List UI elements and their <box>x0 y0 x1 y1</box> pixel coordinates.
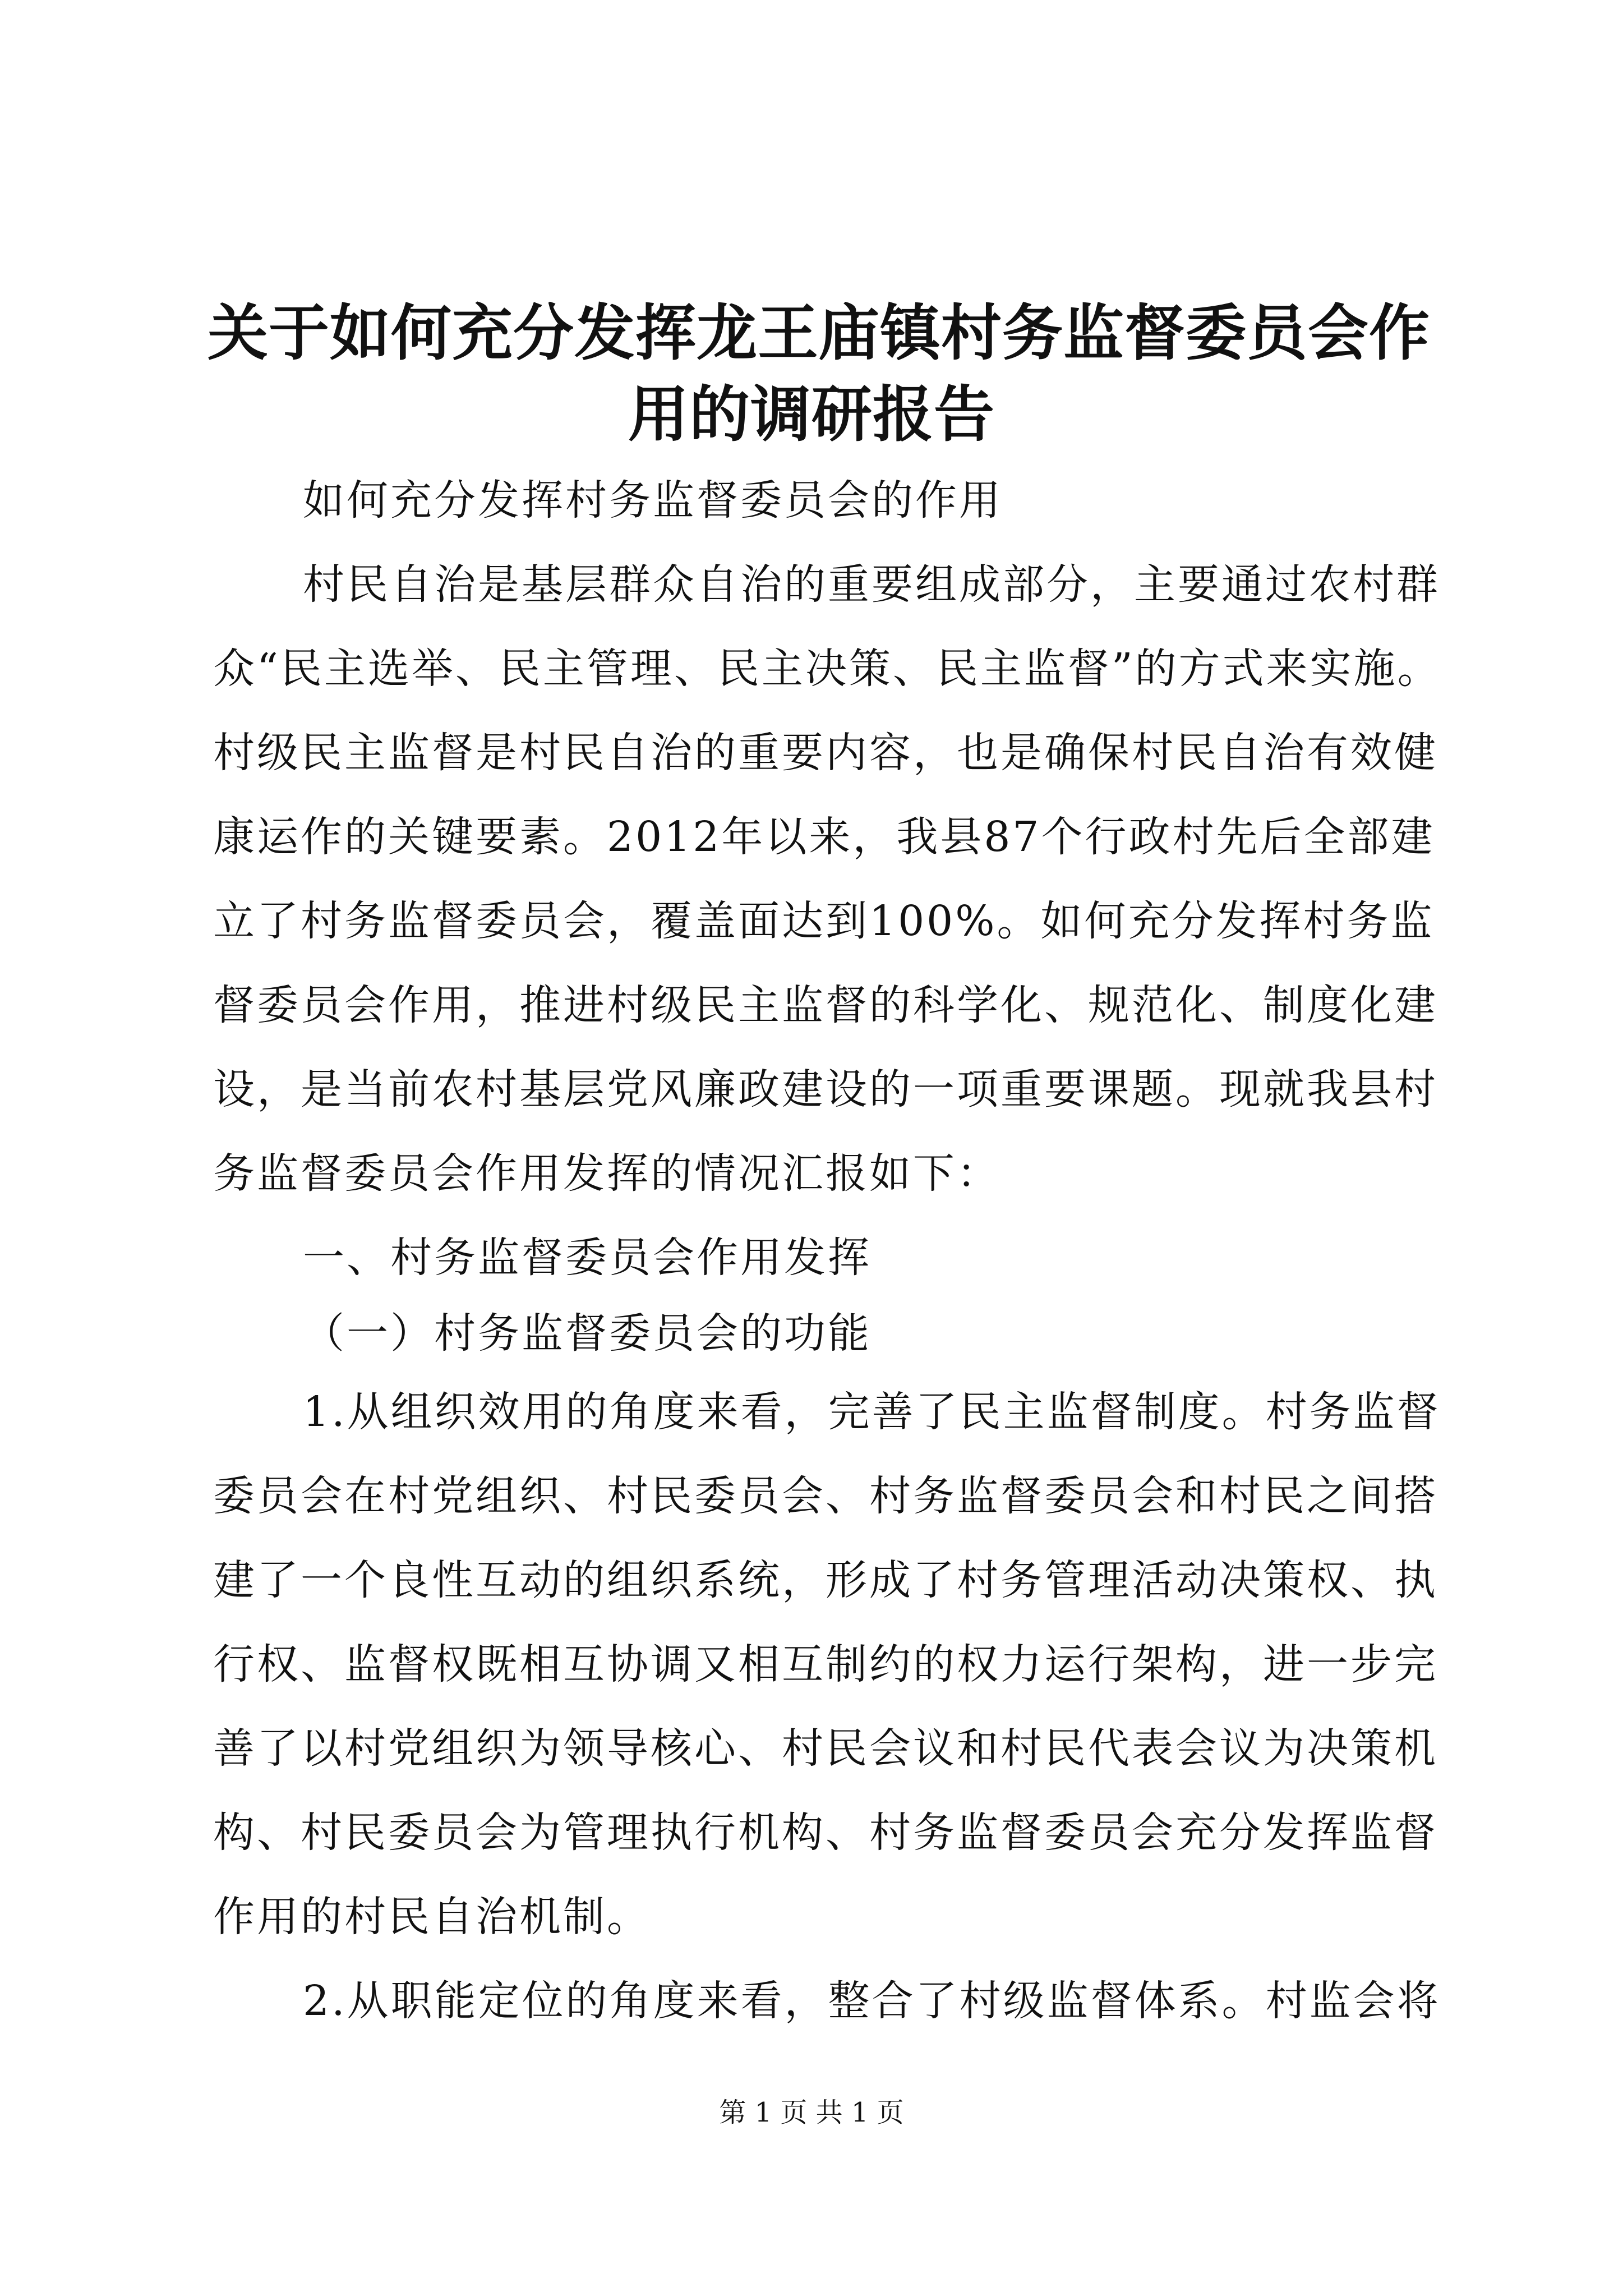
body-line: 务监督委员会作用发挥的情况汇报如下： <box>213 1149 1000 1198</box>
body-line: 众“民主选举、民主管理、民主决策、民主监督”的方式来实施。 <box>213 645 1441 693</box>
body-line: 督委员会作用，推进村级民主监督的科学化、规范化、制度化建 <box>213 981 1438 1029</box>
body-line: 建了一个良性互动的组织系统，形成了村务管理活动决策权、执 <box>213 1556 1438 1604</box>
body-line: 立了村务监督委员会，覆盖面达到100%。如何充分发挥村务监 <box>213 897 1435 945</box>
body-line: 设，是当前农村基层党风廉政建设的一项重要课题。现就我县村 <box>213 1065 1438 1114</box>
body-line: 构、村民委员会为管理执行机构、村务监督委员会充分发挥监督 <box>213 1809 1438 1857</box>
subsection-heading: （一）村务监督委员会的功能 <box>303 1309 872 1358</box>
section-heading: 一、村务监督委员会作用发挥 <box>303 1234 872 1282</box>
document-title-line-2: 用的调研报告 <box>628 379 995 450</box>
body-line: 善了以村党组织为领导核心、村民会议和村民代表会议为决策机 <box>213 1724 1438 1773</box>
body-line: 村民自治是基层群众自治的重要组成部分，主要通过农村群 <box>303 560 1440 609</box>
subtitle-line: 如何充分发挥村务监督委员会的作用 <box>303 476 1003 524</box>
body-line: 委员会在村党组织、村民委员会、村务监督委员会和村民之间搭 <box>213 1472 1438 1520</box>
body-line: 2.从职能定位的角度来看，整合了村级监督体系。村监会将 <box>303 1977 1441 2025</box>
body-line: 康运作的关键要素。2012年以来，我县87个行政村先后全部建 <box>213 813 1435 861</box>
body-line: 村级民主监督是村民自治的重要内容，也是确保村民自治有效健 <box>213 729 1438 777</box>
page-footer: 第 1 页 共 1 页 <box>719 2097 904 2128</box>
body-line: 1.从组织效用的角度来看，完善了民主监督制度。村务监督 <box>303 1388 1441 1436</box>
body-line: 作用的村民自治机制。 <box>213 1893 651 1941</box>
document-title-line-1: 关于如何充分发挥龙王庙镇村务监督委员会作 <box>208 298 1431 369</box>
body-line: 行权、监督权既相互协调又相互制约的权力运行架构，进一步完 <box>213 1640 1438 1688</box>
